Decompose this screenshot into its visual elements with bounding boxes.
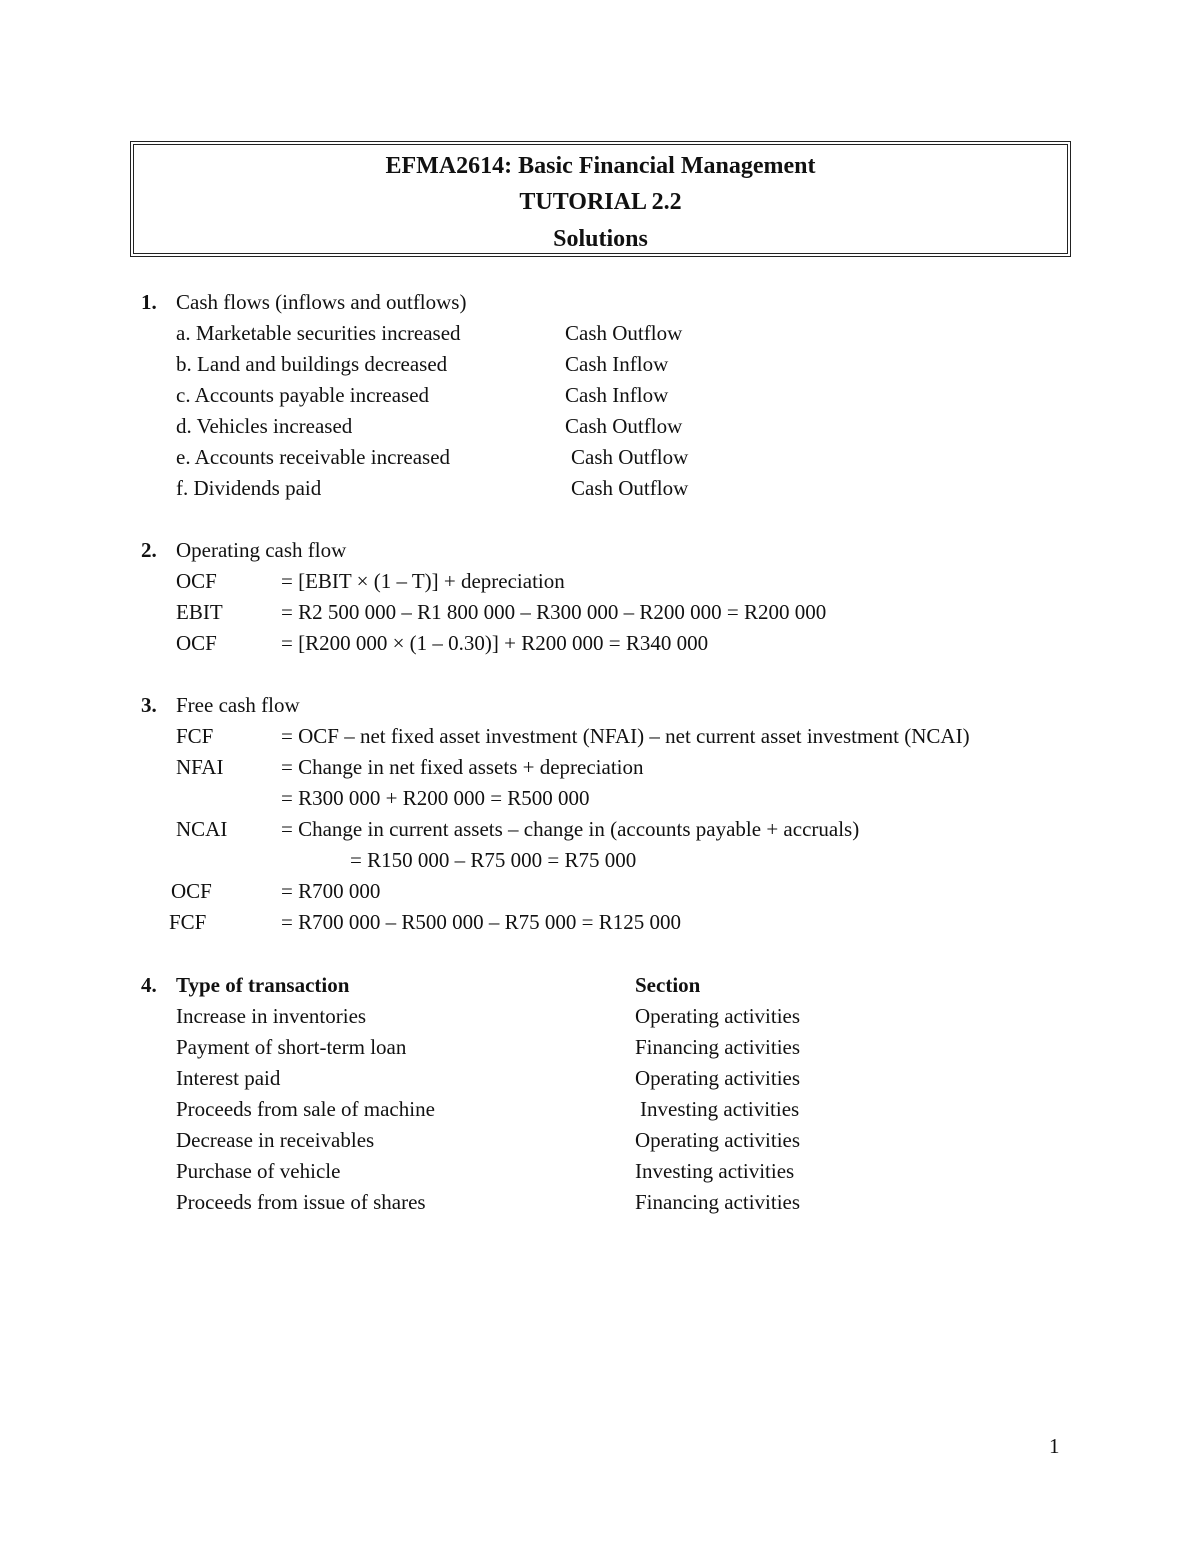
q3-expression: = R700 000 – R500 000 – R75 000 = R125 000 (281, 910, 681, 934)
q2-label: EBIT (176, 600, 223, 624)
q3-expression: = R150 000 – R75 000 = R75 000 (350, 848, 637, 872)
q4-number: 4. (141, 973, 157, 997)
q4-transaction: Increase in inventories (176, 1004, 367, 1028)
q4-transaction: Decrease in receivables (176, 1128, 375, 1152)
q2-expression: = [R200 000 × (1 – 0.30)] + R200 000 = R340 000 (281, 631, 709, 655)
q2-expression: = R2 500 000 – R1 800 000 – R300 000 – R200 000 = R200 000 (281, 600, 827, 624)
q2-number: 2. (141, 538, 157, 562)
q3-title: Free cash flow (176, 693, 300, 717)
q4-section: Operating activities (635, 1004, 801, 1028)
q1-item: c. Accounts payable increased (176, 383, 430, 407)
q1-result: Cash Inflow (565, 352, 669, 376)
q4-transaction: Purchase of vehicle (176, 1159, 341, 1183)
q3-expression: = R300 000 + R200 000 = R500 000 (281, 786, 590, 810)
q1-item: e. Accounts receivable increased (176, 445, 451, 469)
q4-column-header-section: Section (635, 973, 701, 997)
q2-title: Operating cash flow (176, 538, 347, 562)
q4-transaction: Proceeds from sale of machine (176, 1097, 435, 1121)
q1-result: Cash Outflow (571, 445, 689, 469)
q4-section: Investing activities (640, 1097, 800, 1121)
q4-transaction: Proceeds from issue of shares (176, 1190, 426, 1214)
title-box (130, 141, 1071, 257)
q1-number: 1. (141, 290, 157, 314)
q1-item: b. Land and buildings decreased (176, 352, 448, 376)
q2-label: OCF (176, 569, 217, 593)
q4-section: Financing activities (635, 1190, 801, 1214)
q3-expression: = R700 000 (281, 879, 381, 903)
q1-item: f. Dividends paid (176, 476, 322, 500)
q3-number: 3. (141, 693, 157, 717)
q3-label: NCAI (176, 817, 228, 841)
q3-label: OCF (171, 879, 212, 903)
q4-section: Operating activities (635, 1066, 801, 1090)
q1-result: Cash Outflow (565, 321, 683, 345)
q3-expression: = OCF – net fixed asset investment (NFAI) – net current asset investment (NCAI) (281, 724, 970, 748)
q3-expression: = Change in current assets – change in (accounts payable + accruals) (281, 817, 860, 841)
q2-expression: = [EBIT × (1 – T)] + depreciation (281, 569, 565, 593)
q4-transaction: Interest paid (176, 1066, 281, 1090)
q3-expression: = Change in net fixed assets + depreciation (281, 755, 644, 779)
q4-section: Financing activities (635, 1035, 801, 1059)
q4-transaction: Payment of short-term loan (176, 1035, 407, 1059)
q3-label: FCF (169, 910, 207, 934)
solutions-subtitle: Solutions (553, 226, 648, 252)
q1-result: Cash Outflow (565, 414, 683, 438)
q1-item: a. Marketable securities increased (176, 321, 461, 345)
page-number: 1 (1049, 1434, 1060, 1458)
q2-label: OCF (176, 631, 217, 655)
q1-result: Cash Outflow (571, 476, 689, 500)
q3-label: FCF (176, 724, 214, 748)
q1-result: Cash Inflow (565, 383, 669, 407)
q4-column-header-transaction: Type of transaction (176, 973, 350, 997)
q4-section: Operating activities (635, 1128, 801, 1152)
q1-item: d. Vehicles increased (176, 414, 353, 438)
tutorial-title: TUTORIAL 2.2 (519, 189, 682, 215)
q1-title: Cash flows (inflows and outflows) (176, 290, 467, 314)
course-title: EFMA2614: Basic Financial Management (385, 153, 816, 179)
q4-section: Investing activities (635, 1159, 795, 1183)
q3-label: NFAI (176, 755, 224, 779)
